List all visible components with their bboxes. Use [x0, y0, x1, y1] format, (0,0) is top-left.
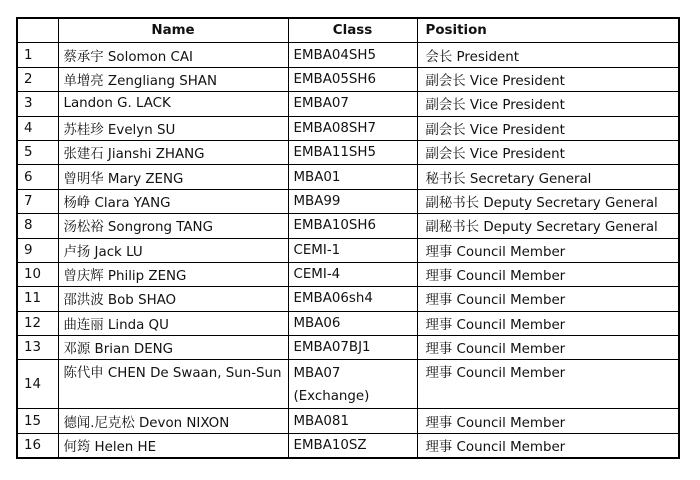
member-class: EMBA08SH7 — [288, 116, 417, 140]
table-row — [17, 311, 679, 335]
table-row — [17, 140, 679, 164]
member-name: 杨峥 Clara YANG — [58, 189, 288, 213]
member-class: CEMI-1 — [288, 238, 417, 262]
member-class: EMBA04SH5 — [288, 43, 417, 67]
member-name: 蔡承宇 Solomon CAI — [58, 43, 288, 67]
row-number: 7 — [17, 189, 58, 213]
member-class: CEMI-4 — [288, 262, 417, 286]
member-class: EMBA07BJ1 — [288, 336, 417, 360]
member-name: 邵洪波 Bob SHAO — [58, 287, 288, 311]
member-name: 苏桂珍 Evelyn SU — [58, 116, 288, 140]
member-name: 德闻.尼克松 Devon NIXON — [58, 409, 288, 433]
member-position: 理事 Council Member — [417, 287, 679, 311]
row-number: 3 — [17, 92, 58, 116]
member-position: 副会长 Vice President — [417, 92, 679, 116]
table-row — [17, 287, 679, 311]
table-row — [17, 116, 679, 140]
row-number: 4 — [17, 116, 58, 140]
member-class: MBA06 — [288, 311, 417, 335]
table-row — [17, 43, 679, 67]
member-class: EMBA11SH5 — [288, 140, 417, 164]
header-name: Name — [58, 18, 288, 43]
member-position: 副会长 Vice President — [417, 116, 679, 140]
member-name: 张建石 Jianshi ZHANG — [58, 140, 288, 164]
row-number: 8 — [17, 214, 58, 238]
member-name: 曲连丽 Linda QU — [58, 311, 288, 335]
row-number: 15 — [17, 409, 58, 433]
member-position: 会长 President — [417, 43, 679, 67]
member-name: 邓源 Brian DENG — [58, 336, 288, 360]
row-number: 1 — [17, 43, 58, 67]
table-row — [17, 214, 679, 238]
member-class: MBA01 — [288, 165, 417, 189]
member-position: 副会长 Vice President — [417, 140, 679, 164]
member-name: Landon G. LACK — [58, 92, 288, 116]
table-row — [17, 238, 679, 262]
row-number: 13 — [17, 336, 58, 360]
header-class: Class — [288, 18, 417, 43]
member-position: 理事 Council Member — [417, 262, 679, 286]
member-name: 单增亮 Zengliang SHAN — [58, 67, 288, 91]
table-row — [17, 336, 679, 360]
table-row — [17, 360, 679, 409]
row-number: 10 — [17, 262, 58, 286]
header-position: Position — [417, 18, 679, 43]
member-name: 曾庆辉 Philip ZENG — [58, 262, 288, 286]
row-number: 16 — [17, 433, 58, 458]
member-class: EMBA07 — [288, 92, 417, 116]
member-position: 秘书长 Secretary General — [417, 165, 679, 189]
member-position: 理事 Council Member — [417, 409, 679, 433]
member-table — [16, 17, 680, 459]
table-row — [17, 165, 679, 189]
row-number: 11 — [17, 287, 58, 311]
table-wrapper — [16, 17, 680, 459]
member-class: MBA07 (Exchange) — [288, 360, 417, 409]
row-number: 14 — [17, 360, 58, 409]
table-row — [17, 67, 679, 91]
member-class: MBA081 — [288, 409, 417, 433]
member-name: 汤松裕 Songrong TANG — [58, 214, 288, 238]
table-row — [17, 262, 679, 286]
member-class: EMBA10SH6 — [288, 214, 417, 238]
member-name: 曾明华 Mary ZENG — [58, 165, 288, 189]
member-name: 何筠 Helen HE — [58, 433, 288, 458]
member-position: 副秘书长 Deputy Secretary General — [417, 214, 679, 238]
row-number: 5 — [17, 140, 58, 164]
member-position: 理事 Council Member — [417, 360, 679, 409]
header-number — [17, 18, 58, 43]
member-name: 陈代申 CHEN De Swaan, Sun-Sun — [58, 360, 288, 409]
row-number: 2 — [17, 67, 58, 91]
row-number: 9 — [17, 238, 58, 262]
member-position: 理事 Council Member — [417, 238, 679, 262]
member-position: 副秘书长 Deputy Secretary General — [417, 189, 679, 213]
row-number: 6 — [17, 165, 58, 189]
table-row — [17, 409, 679, 433]
member-class: EMBA05SH6 — [288, 67, 417, 91]
member-position: 理事 Council Member — [417, 311, 679, 335]
row-number: 12 — [17, 311, 58, 335]
member-position: 副会长 Vice President — [417, 67, 679, 91]
member-class: MBA99 — [288, 189, 417, 213]
table-row — [17, 92, 679, 116]
member-position: 理事 Council Member — [417, 336, 679, 360]
member-position: 理事 Council Member — [417, 433, 679, 458]
header-row — [17, 18, 679, 43]
table-row — [17, 189, 679, 213]
table-row — [17, 433, 679, 458]
member-name: 卢扬 Jack LU — [58, 238, 288, 262]
member-class: EMBA10SZ — [288, 433, 417, 458]
member-class: EMBA06sh4 — [288, 287, 417, 311]
